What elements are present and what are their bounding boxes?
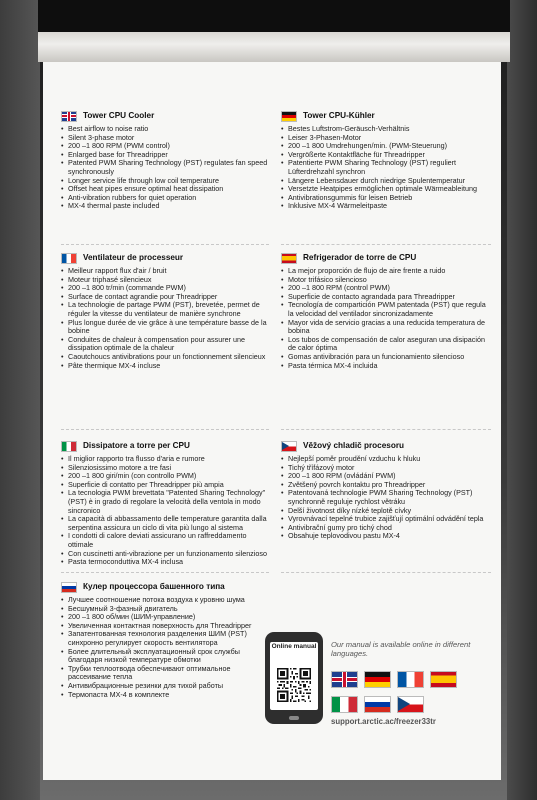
list-item: • Бесшумный 3-фазный двигатель: [61, 605, 257, 614]
section-header: [61, 581, 257, 593]
feature-list: [281, 267, 491, 370]
box-left-edge: [0, 0, 40, 800]
list-item: • I condotti di calore deviati assicurano un raffreddamento ottimale: [61, 532, 269, 549]
support-url[interactable]: support.arctic.ac/freezer33tr: [331, 717, 436, 726]
list-item: • La technologie de partage PWM (PST), brevetée, permet de réguler la vitesse du ventilateur de manière synchrone: [61, 301, 269, 318]
phone-home-button: [289, 716, 299, 720]
list-item: • Moteur triphasé silencieux: [61, 276, 269, 285]
spain-flag-icon: [430, 671, 457, 688]
list-item: • MX-4 thermal paste included: [61, 202, 269, 211]
list-item: • Запатентованная технология разделения ШИМ (PST) синхронно регулирует скорость вентилятора: [61, 630, 257, 647]
list-item: • 200 –1 800 Umdrehungen/min. (PWM-Steuerung): [281, 142, 491, 151]
box-lid-top: [38, 0, 510, 34]
manual-note: Our manual is available online in different languages.: [331, 640, 471, 658]
list-item: • Pâte thermique MX-4 incluse: [61, 362, 269, 371]
russia-flag-icon: [364, 696, 391, 713]
divider: [281, 244, 491, 245]
section-title: Кулер процессора башенного типа: [83, 581, 225, 591]
list-item: • Offset heat pipes ensure optimal heat dissipation: [61, 185, 269, 194]
italy-flag-icon: [331, 696, 358, 713]
phone-screen: [270, 642, 318, 710]
czech-flag-icon: [281, 441, 297, 452]
list-item: • Caoutchoucs antivibrations pour un fonctionnement silencieux: [61, 353, 269, 362]
feature-list: [61, 596, 257, 699]
feature-list: [61, 455, 269, 567]
italy-flag-icon: [61, 441, 77, 452]
list-item: • La mejor proporción de flujo de aire frente a ruido: [281, 267, 491, 276]
list-item: • Inklusive MX-4 Wärmeleitpaste: [281, 202, 491, 211]
feature-list: [281, 125, 491, 211]
list-item: • Patentierte PWM Sharing Technology (PST) reguliert Lüfterdrehzahl synchron: [281, 159, 491, 176]
list-item: • Pasta térmica MX-4 incluida: [281, 362, 491, 371]
list-item: • Enlarged base for Threadripper: [61, 151, 269, 160]
list-item: • Трубки теплоотвода обеспечивают оптимальное рассеивание тепла: [61, 665, 257, 682]
section-title: Dissipatore a torre per CPU: [83, 440, 190, 450]
list-item: • Conduites de chaleur à compensation pour assurer une dissipation optimale de la chaleur: [61, 336, 269, 353]
divider: [61, 244, 269, 245]
section-ru: [61, 581, 257, 699]
list-item: • Bestes Luftstrom-Geräusch-Verhältnis: [281, 125, 491, 134]
list-item: • Surface de contact agrandie pour Threadripper: [61, 293, 269, 302]
box-lid-flap: [38, 32, 510, 62]
list-item: • Superficie di contatto per Threadripper più ampia: [61, 481, 269, 490]
spain-flag-icon: [281, 253, 297, 264]
list-item: • Более длительный эксплуатационный срок службы благодаря низкой температуре обмотки: [61, 648, 257, 665]
divider: [281, 572, 491, 573]
list-item: • Antivibrační gumy pro tichý chod: [281, 524, 491, 533]
section-header: [61, 440, 269, 452]
list-item: • Nejlepší poměr proudění vzduchu k hluku: [281, 455, 491, 464]
section-header: [281, 440, 491, 452]
list-item: • Patentovaná technologie PWM Sharing Technology (PST) synchronně reguluje rychlost větráku: [281, 489, 491, 506]
list-item: • Obsahuje teplovodivou pastu MX-4: [281, 532, 491, 541]
list-item: • Tichý třífázový motor: [281, 464, 491, 473]
box-right-edge: [507, 0, 537, 800]
list-item: • 200 –1 800 RPM (PWM control): [61, 142, 269, 151]
section-header: [281, 110, 491, 122]
list-item: • Motor trifásico silencioso: [281, 276, 491, 285]
section-title: Věžový chladič procesoru: [303, 440, 405, 450]
section-title: Ventilateur de processeur: [83, 252, 184, 262]
section-title: Refrigerador de torre de CPU: [303, 252, 417, 262]
list-item: • Längere Lebensdauer durch niedrige Spulentemperatur: [281, 177, 491, 186]
phone-label: Online manual: [271, 643, 317, 650]
list-item: • Patented PWM Sharing Technology (PST) regulates fan speed synchronously: [61, 159, 269, 176]
list-item: • Silent 3-phase motor: [61, 134, 269, 143]
list-item: • 200 –1 800 RPM (ovládání PWM): [281, 472, 491, 481]
list-item: • Con cuscinetti anti-vibrazione per un funzionamento silenzioso: [61, 550, 269, 559]
germany-flag-icon: [281, 111, 297, 122]
section-title: Tower CPU-Kühler: [303, 110, 375, 120]
france-flag-icon: [61, 253, 77, 264]
section-cz: [281, 440, 491, 541]
list-item: • Zvětšený povrch kontaktu pro Threadripper: [281, 481, 491, 490]
list-item: • 200 –1 800 об/мин (ШИМ-управление): [61, 613, 257, 622]
list-item: • Tecnología de compartición PWM patentada (PST) que regula la velocidad del ventilador sincronizadamente: [281, 301, 491, 318]
uk-flag-icon: [331, 671, 358, 688]
list-item: • 200 –1 800 tr/min (commande PWM): [61, 284, 269, 293]
section-header: [61, 110, 269, 122]
list-item: • Los tubos de compensación de calor aseguran una disipación de calor óptima: [281, 336, 491, 353]
list-item: • La tecnologia PWM brevettata "Patented Sharing Technology" (PST) è in grado di regolare la velocità della ventola in modo sincronico: [61, 489, 269, 515]
russia-flag-icon: [61, 582, 77, 593]
divider: [61, 429, 269, 430]
list-item: • Термопаста MX-4 в комплекте: [61, 691, 257, 700]
list-item: • 200 –1 800 RPM (control PWM): [281, 284, 491, 293]
list-item: • Увеличенная контактная поверхность для Threadripper: [61, 622, 257, 631]
list-item: • Versetzte Heatpipes ermöglichen optimale Wärmeableitung: [281, 185, 491, 194]
section-fr: [61, 252, 269, 370]
section-en: [61, 110, 269, 211]
box-label-panel: [43, 62, 501, 780]
list-item: • La capacità di abbassamento delle temperature garantita dalla serpentina assicura un ciclo di vita più lungo al sistema: [61, 515, 269, 532]
list-item: • Pasta termoconduttiva MX-4 inclusa: [61, 558, 269, 567]
language-flags: [331, 671, 481, 713]
list-item: • Gomas antivibración para un funcionamiento silencioso: [281, 353, 491, 362]
phone-icon: [265, 632, 323, 724]
divider: [61, 572, 269, 573]
list-item: • Best airflow to noise ratio: [61, 125, 269, 134]
list-item: • Superficie de contacto agrandada para Threadripper: [281, 293, 491, 302]
list-item: • Silenziosissimo motore a tre fasi: [61, 464, 269, 473]
list-item: • Anti-vibration rubbers for quiet operation: [61, 194, 269, 203]
list-item: • Longer service life through low coil temperature: [61, 177, 269, 186]
uk-flag-icon: [61, 111, 77, 122]
list-item: • Il miglior rapporto tra flusso d'aria e rumore: [61, 455, 269, 464]
feature-list: [61, 267, 269, 370]
feature-list: [61, 125, 269, 211]
list-item: • Plus longue durée de vie grâce à une température basse de la bobine: [61, 319, 269, 336]
list-item: • Leiser 3-Phasen-Motor: [281, 134, 491, 143]
list-item: • Антивибрационные резинки для тихой работы: [61, 682, 257, 691]
list-item: • 200 –1 800 giri/min (con controllo PWM): [61, 472, 269, 481]
list-item: • Vyrovnávací tepelné trubice zajišťují optimální odvádění tepla: [281, 515, 491, 524]
section-de: [281, 110, 491, 211]
divider: [281, 429, 491, 430]
list-item: • Mayor vida de servicio gracias a una reducida temperatura de bobina: [281, 319, 491, 336]
section-es: [281, 252, 491, 370]
list-item: • Vergrößerte Kontaktfläche für Threadripper: [281, 151, 491, 160]
section-header: [61, 252, 269, 264]
section-it: [61, 440, 269, 567]
qr-code-icon: [277, 668, 311, 702]
czech-flag-icon: [397, 696, 424, 713]
france-flag-icon: [397, 671, 424, 688]
section-header: [281, 252, 491, 264]
list-item: • Лучшее соотношение потока воздуха к уровню шума: [61, 596, 257, 605]
list-item: • Delší životnost díky nízké teplotě cívky: [281, 507, 491, 516]
list-item: • Antivibrationsgummis für leisen Betrieb: [281, 194, 491, 203]
feature-list: [281, 455, 491, 541]
germany-flag-icon: [364, 671, 391, 688]
list-item: • Meilleur rapport flux d'air / bruit: [61, 267, 269, 276]
section-title: Tower CPU Cooler: [83, 110, 155, 120]
